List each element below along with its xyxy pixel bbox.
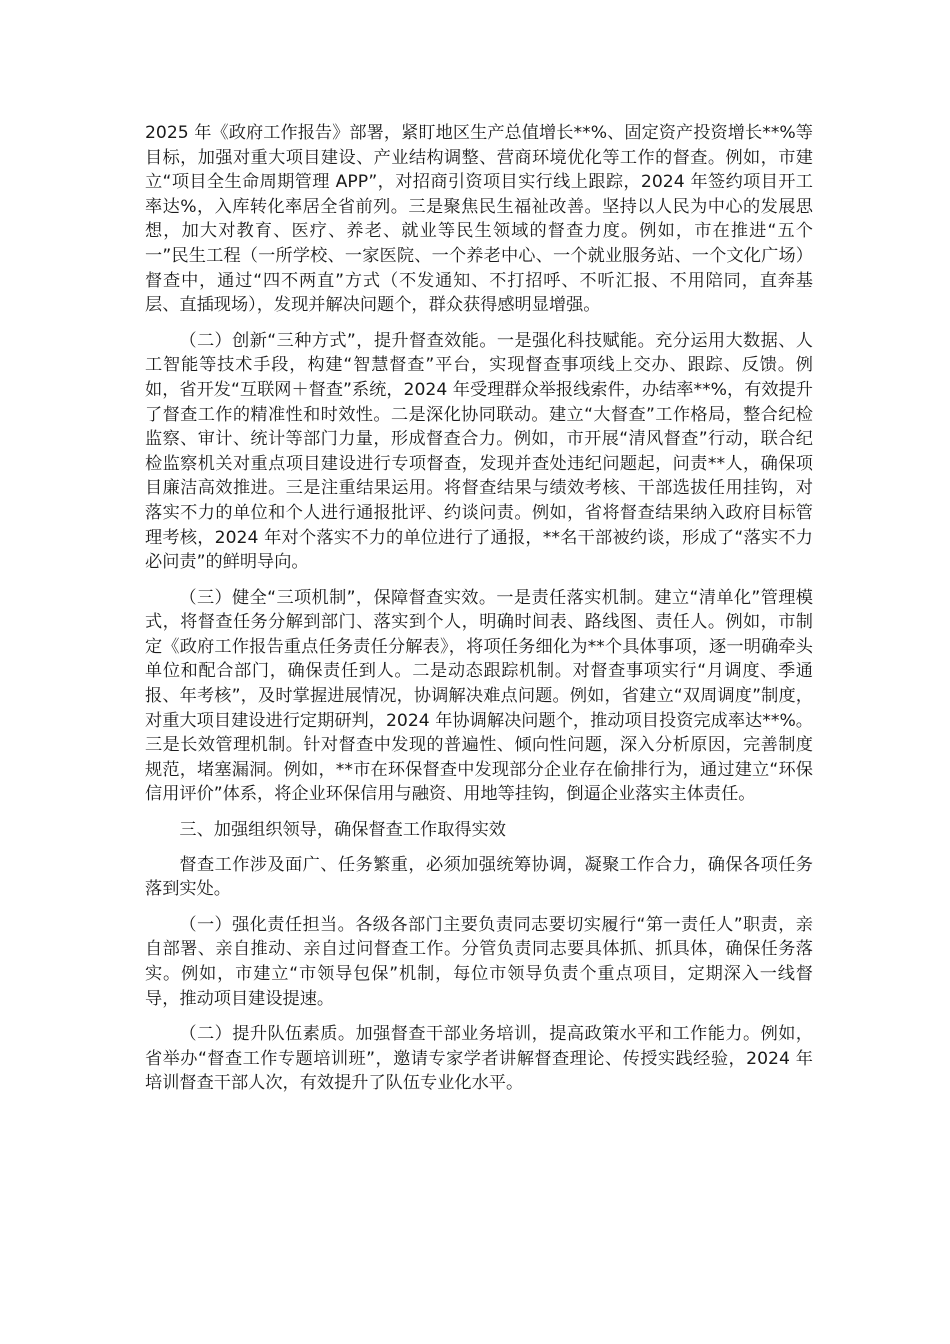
paragraph-section-intro: 督查工作涉及面广、任务繁重，必须加强统筹协调，凝聚工作合力，确保各项任务落到实处。	[145, 854, 813, 900]
paragraph-innovate-three-methods: （二）创新“三种方式”，提升督查效能。一是强化科技赋能。充分运用大数据、人工智能等技术手段，构建“智慧督查”平台，实现督查事项线上交办、跟踪、反馈。例如，省开发“互联网＋督查”系统，2024 年受理群众举报线索件，办结率**%，有效提升了督查工作的精准性和时效性。二是深化协同联动。建立“大督查”工作格局，整合纪检监察、审计、统计等部门力量，形成督查合力。例如，市开展“清风督查”行动，联合纪检监察机关对重点项目建设进行专项督查，发现并查处违纪问题起，问责**人，确保项目廉洁高效推进。三是注重结果运用。将督查结果与绩效考核、干部选拔任用挂钩，对落实不力的单位和个人进行通报批评、约谈问责。例如，省将督查结果纳入政府目标管理考核，2024 年对个落实不力的单位进行了通报，**名干部被约谈，形成了“落实不力必问责”的鲜明导向。	[145, 330, 813, 573]
document-page	[145, 121, 813, 1107]
section-heading-three: 三、加强组织领导，确保督查工作取得实效	[179, 820, 506, 841]
paragraph-strengthen-responsibility: （一）强化责任担当。各级各部门主要负责同志要切实履行“第一责任人”职责，亲自部署、亲自推动、亲自过问督查工作。分管负责同志要具体抓、抓具体，确保任务落实。例如，市建立“市领导包保”机制，每位市领导负责个重点项目，定期深入一线督导，推动项目建设提速。	[145, 914, 813, 1009]
paragraph-improve-team: （二）提升队伍素质。加强督查干部业务培训，提高政策水平和工作能力。例如，省举办“督查工作专题培训班”，邀请专家学者讲解督查理论、传授实践经验，2024 年培训督查干部人次，有效提升了队伍专业化水平。	[145, 1024, 813, 1094]
paragraph-three-mechanisms: （三）健全“三项机制”，保障督查实效。一是责任落实机制。建立“清单化”管理模式，将督查任务分解到部门、落实到个人，明确时间表、路线图、责任人。例如，市制定《政府工作报告重点任务责任分解表》，将项任务细化为**个具体事项，逐一明确牵头单位和配合部门，确保责任到人。二是动态跟踪机制。对督查事项实行“月调度、季通报、年考核”，及时掌握进展情况，协调解决难点问题。例如，省建立“双周调度”制度，对重大项目建设进行定期研判，2024 年协调解决问题个，推动项目投资完成率达**%。三是长效管理机制。针对督查中发现的普遍性、倾向性问题，深入分析原因，完善制度规范，堵塞漏洞。例如，**市在环保督查中发现部分企业存在偷排行为，通过建立“环保信用评价”体系，将企业环保信用与融资、用地等挂钩，倒逼企业落实主体责任。	[145, 587, 813, 805]
paragraph-continuation: 2025 年《政府工作报告》部署，紧盯地区生产总值增长**%、固定资产投资增长**%等目标，加强对重大项目建设、产业结构调整、营商环境优化等工作的督查。例如，市建立“项目全生命周期管理 APP”，对招商引资项目实行线上跟踪，2024 年签约项目开工率达%，入库转化率居全省前列。三是聚焦民生福祉改善。坚持以人民为中心的发展思想，加大对教育、医疗、养老、就业等民生领域的督查力度。例如，市在推进“五个一”民生工程（一所学校、一家医院、一个养老中心、一个就业服务站、一个文化广场）督查中，通过“四不两直”方式（不发通知、不打招呼、不听汇报、不用陪同，直奔基层、直插现场），发现并解决问题个，群众获得感明显增强。	[145, 123, 813, 316]
